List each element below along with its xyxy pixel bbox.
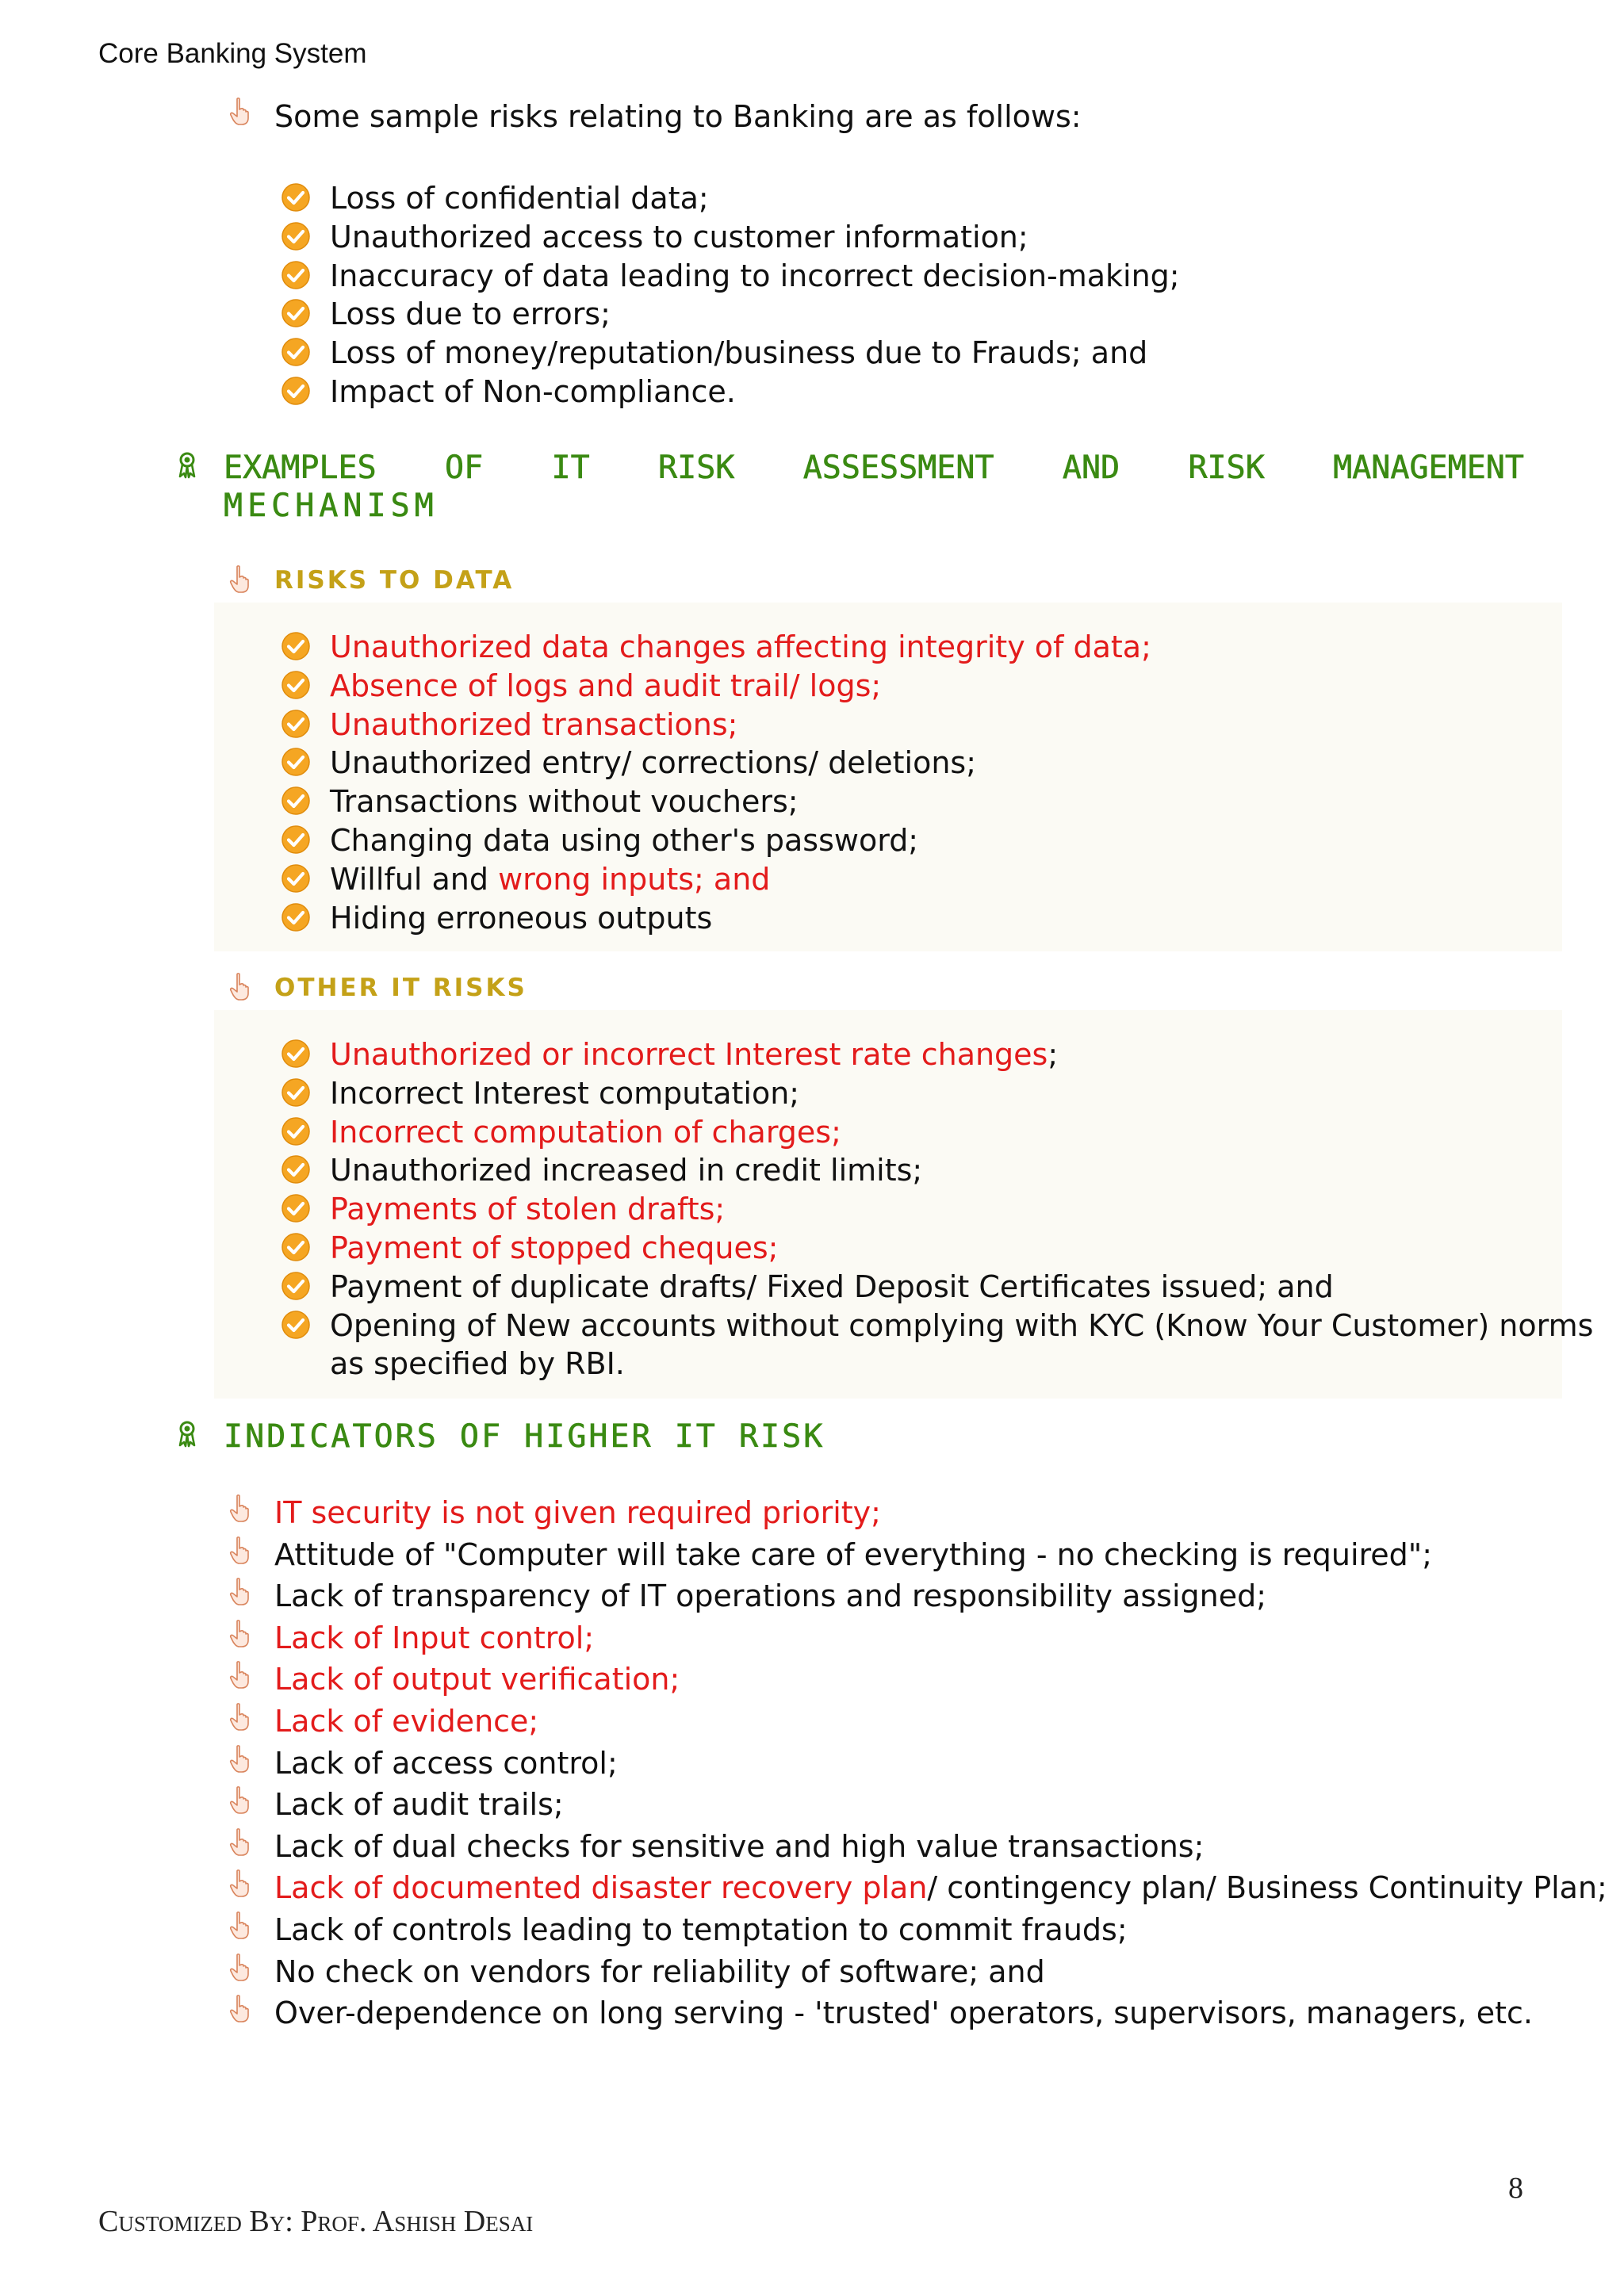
item-text: Opening of New accounts without complying with KYC (Know Your Customer) norms (330, 1307, 1594, 1343)
highlighted-text: Payment of stopped cheques; (330, 1230, 779, 1265)
list-item (330, 334, 1147, 372)
item-text: ; (1048, 1037, 1059, 1072)
check-circle-icon (281, 1310, 311, 1340)
check-circle-icon (281, 902, 311, 932)
item-text: Unauthorized access to customer information; (330, 219, 1028, 254)
list-item (330, 860, 770, 898)
list-item (330, 179, 709, 217)
heading-word: RISK (1188, 450, 1265, 486)
item-text: Transactions without vouchers; (330, 784, 799, 820)
check-circle-icon (281, 786, 311, 816)
item-text: Unauthorized increased in credit limits; (330, 1153, 923, 1188)
list-item (274, 1827, 1204, 1866)
check-circle-icon (281, 1193, 311, 1223)
check-circle-icon (281, 747, 311, 777)
heading-word: MANAGEMENT (1333, 450, 1524, 486)
hand-pointer-icon (228, 1994, 252, 2024)
hand-pointer-icon (228, 972, 252, 1002)
item-text: Attitude of "Computer will take care of everything - no checking is required"; (274, 1536, 1433, 1572)
highlighted-text: Lack of output verification; (274, 1662, 680, 1697)
check-circle-icon (281, 260, 311, 290)
hand-pointer-icon (228, 1660, 252, 1690)
list-item (274, 1536, 1432, 1574)
hand-pointer-icon (228, 1494, 252, 1524)
check-circle-icon (281, 1116, 311, 1146)
list-item (330, 295, 611, 333)
highlighted-text: Lack of evidence; (274, 1704, 539, 1739)
section-heading-examples (224, 449, 1524, 487)
intro-text: Some sample risks relating to Banking are as follows: (274, 99, 1082, 134)
hand-pointer-icon (228, 1619, 252, 1649)
check-circle-icon (281, 298, 311, 328)
check-circle-icon (281, 670, 311, 700)
highlighted-text: Payments of stolen drafts; (330, 1192, 726, 1227)
hand-pointer-icon (228, 1827, 252, 1858)
highlighted-text: Unauthorized or incorrect Interest rate changes (330, 1037, 1048, 1072)
list-item (330, 373, 736, 411)
award-icon (178, 1421, 197, 1448)
hand-pointer-icon (228, 1953, 252, 1983)
highlighted-text: Lack of documented disaster recovery plan (274, 1870, 928, 1906)
item-text: Unauthorized entry/ corrections/ deletions; (330, 745, 977, 781)
page-number: 8 (1508, 2172, 1523, 2205)
list-item (330, 783, 799, 821)
heading-word: IT (551, 450, 590, 486)
item-text: Loss of confidential data; (330, 181, 709, 216)
check-circle-icon (281, 709, 311, 739)
highlighted-text: Incorrect computation of charges; (330, 1114, 841, 1150)
item-text: Payment of duplicate drafts/ Fixed Deposit Certificates issued; and (330, 1269, 1334, 1304)
subheading-other-it-risks: OTHER IT RISKS (274, 974, 527, 1002)
hand-pointer-icon (228, 564, 252, 595)
list-item (274, 1494, 881, 1532)
check-circle-icon (281, 337, 311, 367)
list-item (274, 1869, 1607, 1907)
list-item (330, 257, 1180, 295)
check-circle-icon (281, 221, 311, 251)
list-item (274, 1619, 594, 1657)
check-circle-icon (281, 631, 311, 661)
check-circle-icon (281, 1039, 311, 1069)
hand-pointer-icon (228, 1911, 252, 1941)
hand-pointer-icon (228, 1869, 252, 1899)
list-item (330, 1151, 922, 1189)
hand-pointer-icon (228, 1744, 252, 1774)
item-text: Loss of money/reputation/business due to Frauds; and (330, 335, 1148, 371)
list-item (330, 1035, 1058, 1073)
item-text: Lack of controls leading to temptation to commit frauds; (274, 1912, 1128, 1947)
subheading-risks-to-data: RISKS TO DATA (274, 566, 515, 595)
check-circle-icon (281, 863, 311, 894)
list-item (274, 1702, 538, 1740)
list-item (330, 1074, 799, 1112)
hand-pointer-icon (228, 1702, 252, 1732)
list-item (274, 1994, 1533, 2032)
list-item (330, 744, 976, 782)
hand-pointer-icon (228, 1577, 252, 1607)
list-item (274, 1953, 1045, 1991)
item-text: Loss due to errors; (330, 297, 611, 332)
highlighted-text: Lack of Input control; (274, 1620, 595, 1655)
list-item (330, 628, 1151, 666)
check-circle-icon (281, 182, 311, 212)
list-item (274, 1785, 564, 1823)
item-text: Hiding erroneous outputs (330, 900, 713, 936)
hand-pointer-icon (228, 1785, 252, 1816)
item-text: Lack of dual checks for sensitive and high value transactions; (274, 1828, 1205, 1864)
section-heading-indicators: INDICATORS OF HIGHER IT RISK (224, 1418, 825, 1455)
item-text: No check on vendors for reliability of software; and (274, 1954, 1045, 1989)
footer-credit: Customized By: Prof. Ashish Desai (98, 2205, 534, 2238)
list-item (330, 1190, 725, 1228)
list-item (274, 1660, 680, 1698)
document-header: Core Banking System (98, 38, 367, 69)
hand-pointer-icon (228, 1536, 252, 1566)
highlighted-text: wrong inputs; and (498, 861, 771, 897)
item-text: Incorrect Interest computation; (330, 1075, 800, 1111)
hand-pointer-icon (228, 97, 252, 127)
item-text: Over-dependence on long serving - 'trusted' operators, supervisors, managers, etc. (274, 1996, 1533, 2031)
check-circle-icon (281, 1232, 311, 1262)
check-circle-icon (281, 825, 311, 855)
item-text: Willful and (330, 861, 499, 897)
list-item (330, 1113, 841, 1151)
list-item (274, 1744, 618, 1782)
list-item (330, 218, 1028, 256)
item-text: as specified by RBI. (330, 1346, 625, 1382)
award-icon (178, 452, 197, 479)
item-text: Lack of access control; (274, 1745, 618, 1781)
heading-word: AND (1062, 450, 1120, 486)
item-text: Impact of Non-compliance. (330, 374, 736, 409)
list-item (330, 899, 712, 937)
highlighted-text: IT security is not given required priority; (274, 1495, 881, 1530)
section-heading-examples-line2: MECHANISM (224, 488, 439, 524)
highlighted-text: Unauthorized transactions; (330, 706, 738, 742)
check-circle-icon (281, 1154, 311, 1184)
check-circle-icon (281, 1271, 311, 1301)
list-item (274, 1577, 1266, 1615)
highlighted-text: Absence of logs and audit trail/ logs; (330, 668, 882, 703)
list-item (330, 1229, 778, 1267)
check-circle-icon (281, 376, 311, 406)
list-item (274, 1911, 1128, 1949)
list-item (330, 667, 881, 705)
item-text: Inaccuracy of data leading to incorrect decision-making; (330, 258, 1180, 293)
heading-word: ASSESSMENT (802, 450, 994, 486)
heading-word: OF (445, 450, 484, 486)
highlighted-text: Unauthorized data changes affecting integrity of data; (330, 629, 1151, 664)
item-text: Lack of audit trails; (274, 1787, 564, 1823)
list-item (330, 1307, 1594, 1345)
heading-word: RISK (658, 450, 735, 486)
list-item (330, 706, 737, 744)
list-item (330, 821, 918, 859)
check-circle-icon (281, 1077, 311, 1108)
item-text: / contingency plan/ Business Continuity Plan; (927, 1870, 1607, 1906)
list-item (330, 1268, 1334, 1306)
heading-word: EXAMPLES (224, 450, 377, 486)
item-text: Lack of transparency of IT operations and responsibility assigned; (274, 1578, 1267, 1614)
item-text: Changing data using other's password; (330, 823, 919, 858)
list-item-continuation (330, 1345, 625, 1383)
